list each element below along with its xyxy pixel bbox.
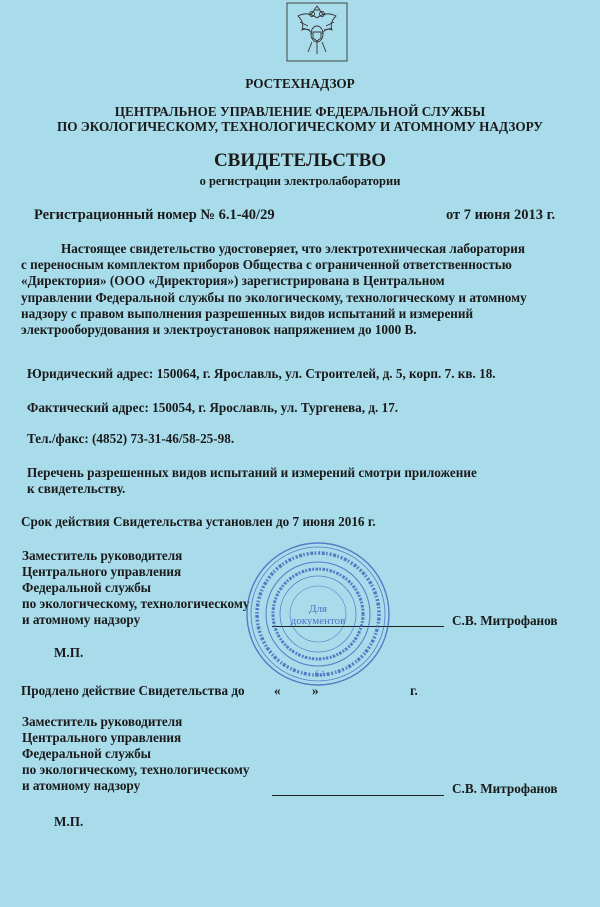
body-line: электрооборудования и электроустановок напряжением до 1000 В. bbox=[21, 322, 417, 338]
signatory-line: по экологическому, технологическому bbox=[22, 596, 250, 611]
agency-name: РОСТЕХНАДЗОР bbox=[245, 76, 355, 91]
registration-number: Регистрационный номер № 6.1-40/29 bbox=[34, 207, 275, 223]
list-note-line-2: к свидетельству. bbox=[27, 481, 126, 496]
signatory-line: Федеральной службы bbox=[22, 580, 151, 595]
body-line: с переносным комплектом приборов Общества с ограниченной ответственностью bbox=[21, 257, 512, 273]
extension-year-suffix: г. bbox=[410, 683, 418, 698]
coat-of-arms-emblem bbox=[286, 2, 348, 62]
signatory-line: Центрального управления bbox=[22, 730, 182, 745]
signature-line-2 bbox=[272, 795, 444, 796]
document-subtitle: о регистрации электролаборатории bbox=[199, 174, 401, 188]
document-title: СВИДЕТЕЛЬСТВО bbox=[213, 150, 387, 171]
legal-address: Юридический адрес: 150064, г. Ярославль, ул. Строителей, д. 5, корп. 7. кв. 18. bbox=[27, 366, 496, 381]
validity-period: Срок действия Свидетельства установлен до 7 июня 2016 г. bbox=[21, 514, 376, 529]
department-line-1: ЦЕНТРАЛЬНОЕ УПРАВЛЕНИЕ ФЕДЕРАЛЬНОЙ СЛУЖБЫ bbox=[114, 104, 486, 119]
extension-label: Продлено действие Свидетельства до bbox=[21, 683, 245, 698]
list-note-line-1: Перечень разрешенных видов испытаний и измерений смотри приложение bbox=[27, 465, 477, 480]
signatory-line: и атомному надзору bbox=[22, 612, 141, 627]
seal-place-2: М.П. bbox=[54, 814, 84, 829]
official-round-stamp bbox=[244, 540, 392, 688]
signatory-line: Заместитель руководителя bbox=[22, 548, 183, 563]
stamp-center-line-2: документов bbox=[290, 615, 346, 627]
signer-name-1: С.В. Митрофанов bbox=[452, 613, 558, 628]
actual-address: Фактический адрес: 150054, г. Ярославль, ул. Тургенева, д. 17. bbox=[27, 400, 399, 415]
body-line: Настоящее свидетельство удостоверяет, что электротехническая лаборатория bbox=[61, 241, 525, 256]
signer-name-2: С.В. Митрофанов bbox=[452, 781, 558, 796]
certificate-body bbox=[21, 241, 597, 338]
phone-fax: Тел./факс: (4852) 73-31-46/58-25-98. bbox=[27, 431, 235, 446]
seal-place-1: М.П. bbox=[54, 645, 84, 660]
extension-quote-close: » bbox=[312, 683, 319, 698]
stamp-number: 6.1 bbox=[315, 669, 325, 678]
body-line: управлении Федеральной службы по экологическому, технологическому и атомному bbox=[21, 289, 527, 305]
signatory-line: и атомному надзору bbox=[22, 778, 141, 793]
signatory-line: по экологическому, технологическому bbox=[22, 762, 250, 777]
body-line: надзору с правом выполнения разрешенных видов испытаний и измерений bbox=[21, 305, 474, 321]
signatory-line: Федеральной службы bbox=[22, 746, 151, 761]
extension-quote-open: « bbox=[274, 683, 281, 698]
stamp-center-line-1: Для bbox=[308, 603, 328, 615]
department-line-2: ПО ЭКОЛОГИЧЕСКОМУ, ТЕХНОЛОГИЧЕСКОМУ И АТОМНОМУ НАДЗОРУ bbox=[57, 119, 543, 134]
signatory-block-1 bbox=[22, 548, 249, 628]
signatory-block-2 bbox=[22, 714, 249, 794]
body-line: «Директория» (ООО «Директория») зарегистрирована в Центральном bbox=[21, 273, 445, 289]
signatory-line: Заместитель руководителя bbox=[22, 714, 183, 729]
signatory-line: Центрального управления bbox=[22, 564, 182, 579]
registration-date: от 7 июня 2013 г. bbox=[446, 207, 556, 223]
